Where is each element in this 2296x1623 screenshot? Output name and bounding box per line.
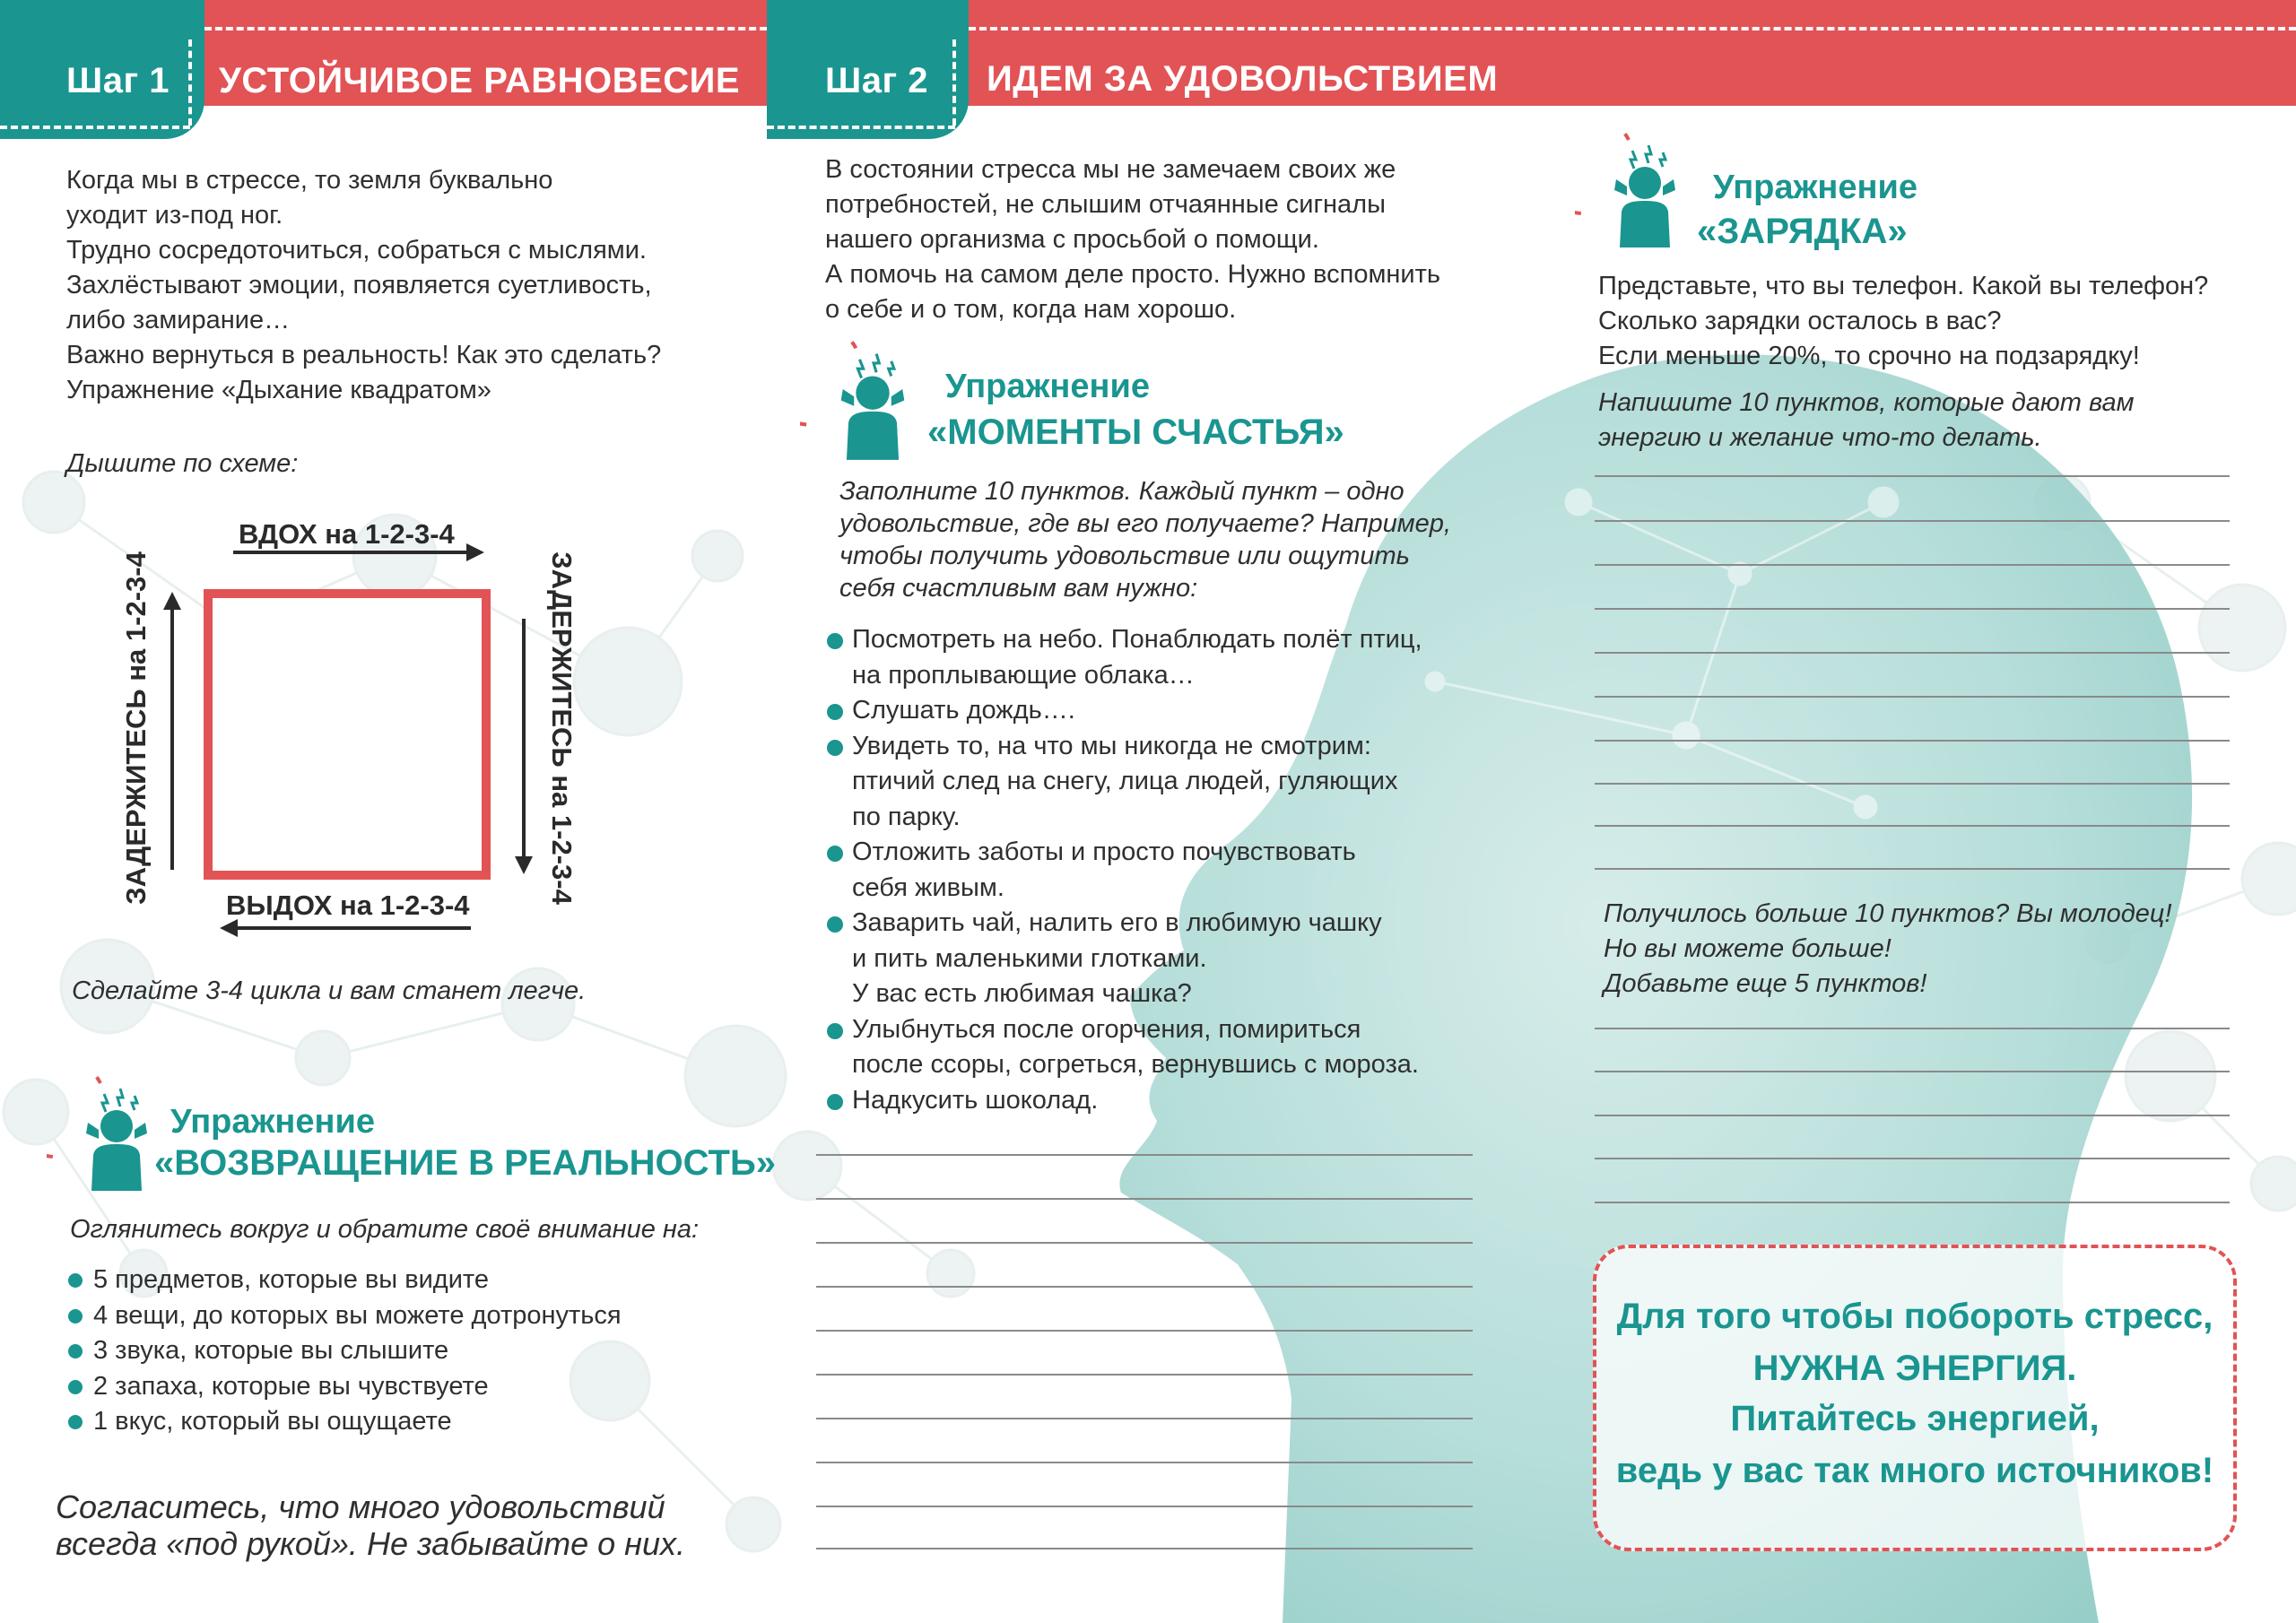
exercise3-title: Упражнение xyxy=(1713,169,1918,206)
stressed-person-icon xyxy=(1575,133,1692,249)
list-item: Улыбнуться после огорчения, помириться после ссоры, согреться, вернувшись с мороза. xyxy=(827,1012,1422,1083)
intro-line: Захлёстывают эмоции, появляется суетливость, xyxy=(66,271,652,299)
step1-intro xyxy=(66,163,661,408)
intro-line: В состоянии стресса мы не замечаем своих же xyxy=(825,155,1396,184)
writing-line[interactable] xyxy=(1595,783,2230,785)
diagram-right-label: ЗАДЕРЖИТЕСЬ на 1-2-3-4 xyxy=(546,551,578,905)
instruction-line: Напишите 10 пунктов, которые дают вам xyxy=(1598,388,2135,417)
writing-line[interactable] xyxy=(1595,608,2230,610)
header-divider xyxy=(767,126,955,129)
energy-line: Питайтесь энергией, xyxy=(1730,1399,2100,1438)
intro-line: либо замирание… xyxy=(66,306,291,334)
writing-line[interactable] xyxy=(816,1242,1473,1244)
exercise1-title: Упражнение xyxy=(170,1103,375,1141)
instruction-line: Заполните 10 пунктов. Каждый пункт – одно xyxy=(839,477,1405,506)
energy-line: ведь у вас так много источников! xyxy=(1615,1451,2214,1490)
list-item: Надкусить шоколад. xyxy=(827,1083,1422,1119)
intro-line: Трудно сосредоточиться, собраться с мыслями. xyxy=(66,236,647,265)
more-line: Получилось больше 10 пунктов? Вы молодец! xyxy=(1604,899,2172,928)
writing-line[interactable] xyxy=(1595,868,2230,870)
step2-intro xyxy=(825,152,1440,327)
intro-line: Важно вернуться в реальность! Как это сделать? xyxy=(66,341,662,369)
writing-line[interactable] xyxy=(1595,825,2230,827)
header-divider xyxy=(952,39,956,126)
closing-line: всегда «под рукой». Не забывайте о них. xyxy=(56,1525,685,1562)
charge-more xyxy=(1604,897,2172,1002)
happiness-list xyxy=(827,622,1422,1118)
diagram-bottom-label: ВЫДОХ на 1-2-3-4 xyxy=(226,890,470,921)
writing-line[interactable] xyxy=(816,1462,1473,1463)
writing-line[interactable] xyxy=(1595,1115,2230,1116)
writing-line[interactable] xyxy=(1595,475,2230,477)
step2-label: Шаг 2 xyxy=(825,61,928,100)
arrow-bottom-head xyxy=(220,919,238,937)
intro-line: Когда мы в стрессе, то земля буквально xyxy=(66,166,553,195)
intro-line: А помочь на самом деле просто. Нужно вспомнить xyxy=(825,260,1441,289)
writing-line[interactable] xyxy=(816,1286,1473,1288)
breathing-square xyxy=(208,594,486,875)
exercise2-subtitle: «МОМЕНТЫ СЧАСТЬЯ» xyxy=(927,412,1344,452)
charge-intro xyxy=(1598,269,2208,374)
more-line: Но вы можете больше! xyxy=(1604,934,1892,963)
arrow-left-head xyxy=(163,592,181,610)
writing-line[interactable] xyxy=(1595,696,2230,698)
intro-line: Представьте, что вы телефон. Какой вы телефон? xyxy=(1598,272,2209,300)
list-item: Отложить заботы и просто почувствовать себя живым. xyxy=(827,835,1422,906)
energy-line: НУЖНА ЭНЕРГИЯ. xyxy=(1752,1349,2077,1388)
diagram-left-label: ЗАДЕРЖИТЕСЬ на 1-2-3-4 xyxy=(120,551,152,905)
list-item: Заварить чай, налить его в любимую чашку и пить маленькими глотками. У вас есть любимая чашка? xyxy=(827,906,1422,1012)
header-divider xyxy=(188,39,192,126)
exercise1-subtitle: «ВОЗВРАЩЕНИЕ В РЕАЛЬНОСТЬ» xyxy=(154,1143,776,1183)
writing-line[interactable] xyxy=(816,1418,1473,1419)
list-item: 2 запаха, которые вы чувствуете xyxy=(68,1369,622,1405)
writing-line[interactable] xyxy=(1595,652,2230,654)
intro-line: о себе и о том, когда нам хорошо. xyxy=(825,295,1237,324)
intro-line: нашего организма с просьбой о помощи. xyxy=(825,225,1319,254)
square-breathing-diagram xyxy=(108,502,610,942)
exercise2-title: Упражнение xyxy=(945,368,1150,405)
scheme-caption: Дышите по схеме: xyxy=(66,449,299,478)
arrow-top-head xyxy=(466,543,484,561)
closing-line: Согласитесь, что много удовольствий xyxy=(56,1488,665,1525)
more-line: Добавьте еще 5 пунктов! xyxy=(1604,969,1927,998)
header-divider xyxy=(0,126,190,129)
writing-line[interactable] xyxy=(1595,564,2230,566)
writing-line[interactable] xyxy=(1595,1028,2230,1029)
writing-line[interactable] xyxy=(1595,520,2230,522)
writing-line[interactable] xyxy=(816,1154,1473,1156)
instruction-line: энергию и желание что-то делать. xyxy=(1598,423,2042,452)
instruction-line: чтобы получить удовольствие или ощутить xyxy=(839,542,1410,570)
writing-line[interactable] xyxy=(816,1548,1473,1549)
header-divider xyxy=(204,27,767,30)
intro-line: потребностей, не слышим отчаянные сигналы xyxy=(825,190,1386,219)
writing-line[interactable] xyxy=(816,1198,1473,1200)
instruction-line: удовольствие, где вы его получаете? Например, xyxy=(839,509,1451,538)
list-item: 4 вещи, до которых вы можете дотронуться xyxy=(68,1298,622,1334)
writing-line[interactable] xyxy=(816,1506,1473,1507)
list-item: 3 звука, которые вы слышите xyxy=(68,1333,622,1369)
step2-title: ИДЕМ ЗА УДОВОЛЬСТВИЕМ xyxy=(987,59,1499,99)
arrow-right-head xyxy=(515,856,533,874)
energy-callout xyxy=(1593,1245,2237,1551)
stressed-person-icon xyxy=(47,1076,163,1193)
writing-line[interactable] xyxy=(1595,740,2230,742)
list-item: 5 предметов, которые вы видите xyxy=(68,1263,622,1298)
diagram-top-label: ВДОХ на 1-2-3-4 xyxy=(239,518,455,550)
writing-line[interactable] xyxy=(1595,1202,2230,1203)
stressed-person-icon xyxy=(800,341,921,462)
intro-line: Если меньше 20%, то срочно на подзарядку! xyxy=(1598,342,2140,370)
list-item: 1 вкус, который вы ощущаете xyxy=(68,1404,622,1440)
exercise3-subtitle: «ЗАРЯДКА» xyxy=(1697,212,1908,251)
energy-line: Для того чтобы побороть стресс, xyxy=(1616,1297,2213,1336)
intro-line: Сколько зарядки осталось в вас? xyxy=(1598,307,2002,335)
list-item: Слушать дождь…. xyxy=(827,693,1422,729)
writing-line[interactable] xyxy=(816,1330,1473,1332)
list-item: Посмотреть на небо. Понаблюдать полёт птиц, на проплывающие облака… xyxy=(827,622,1422,693)
header-divider xyxy=(969,27,2296,30)
charge-instruction xyxy=(1598,386,2134,456)
instruction-line: себя счастливым вам нужно: xyxy=(839,574,1198,603)
exercise2-instruction xyxy=(839,475,1451,604)
intro-line: уходит из-под ног. xyxy=(66,201,283,230)
reality-list xyxy=(68,1263,622,1440)
intro-line: Упражнение «Дыхание квадратом» xyxy=(66,376,491,404)
step1-label: Шаг 1 xyxy=(66,61,170,100)
writing-line[interactable] xyxy=(1595,1158,2230,1159)
writing-line[interactable] xyxy=(1595,1071,2230,1072)
cycles-note: Сделайте 3-4 цикла и вам станет легче. xyxy=(72,976,587,1005)
list-item: Увидеть то, на что мы никогда не смотрим: птичий след на снегу, лица людей, гуляющих по парку. xyxy=(827,729,1422,836)
step1-title: УСТОЙЧИВОЕ РАВНОВЕСИЕ xyxy=(219,61,741,100)
closing-note xyxy=(56,1488,685,1562)
exercise1-instruction: Оглянитесь вокруг и обратите своё внимание на: xyxy=(70,1215,700,1244)
writing-line[interactable] xyxy=(816,1374,1473,1376)
